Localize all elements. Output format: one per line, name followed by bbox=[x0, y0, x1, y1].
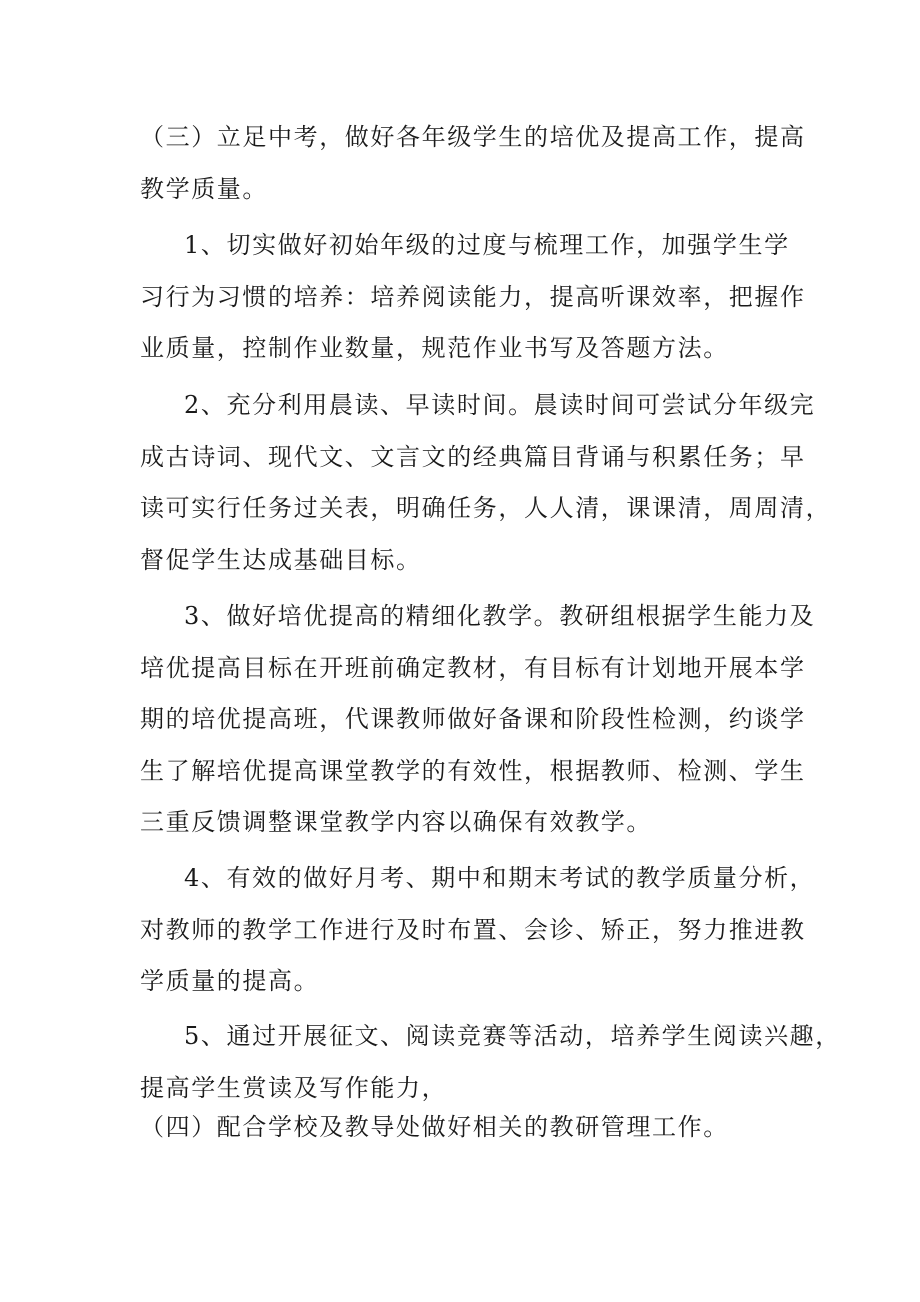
item-4-paragraph bbox=[140, 853, 816, 1008]
text-line: （四）配合学校及教导处做好相关的教研管理工作。 bbox=[140, 1113, 729, 1141]
text-line: 三重反馈调整课堂教学内容以确保有效教学。 bbox=[140, 808, 652, 836]
text-line: 成古诗词、现代文、文言文的经典篇目背诵与积累任务；早 bbox=[140, 442, 806, 471]
text-line: 期的培优提高班，代课教师做好备课和阶段性检测，约谈学 bbox=[140, 705, 806, 733]
text-line: 学质量的提高。 bbox=[140, 967, 320, 995]
text-line: 5、通过开展征文、阅读竞赛等活动，培养学生阅读兴趣， bbox=[184, 1022, 841, 1050]
text-line: 对教师的教学工作进行及时布置、会诊、矫正，努力推进教 bbox=[140, 915, 806, 944]
text-line: （三）立足中考，做好各年级学生的培优及提高工作，提高 bbox=[140, 123, 806, 151]
section-3-heading bbox=[140, 112, 806, 215]
text-line: 生了解培优提高课堂教学的有效性，根据教师、检测、学生 bbox=[140, 756, 806, 785]
item-3-paragraph bbox=[140, 591, 816, 849]
text-line: 习行为习惯的培养：培养阅读能力，提高听课效率，把握作 bbox=[140, 282, 806, 311]
item-5-paragraph bbox=[140, 1011, 841, 1114]
text-line: 培优提高目标在开班前确定教材，有目标有计划地开展本学 bbox=[140, 653, 806, 682]
text-line: 提高学生赏读及写作能力， bbox=[140, 1073, 448, 1102]
item-2-paragraph bbox=[140, 380, 832, 586]
text-line: 2、充分利用晨读、早读时间。晨读时间可尝试分年级完 bbox=[184, 391, 816, 419]
item-1-paragraph bbox=[140, 220, 806, 375]
text-line: 4、有效的做好月考、期中和期末考试的教学质量分析， bbox=[184, 864, 816, 892]
text-line: 3、做好培优提高的精细化教学。教研组根据学生能力及 bbox=[184, 602, 816, 630]
text-line: 1、切实做好初始年级的过度与梳理工作，加强学生学 bbox=[184, 231, 790, 259]
text-line: 业质量，控制作业数量，规范作业书写及答题方法。 bbox=[140, 334, 729, 362]
text-line: 督促学生达成基础目标。 bbox=[140, 545, 422, 574]
section-4-heading bbox=[140, 1102, 790, 1154]
text-line: 教学质量。 bbox=[140, 174, 268, 203]
text-line: 读可实行任务过关表，明确任务，人人清，课课清，周周清， bbox=[140, 494, 832, 522]
